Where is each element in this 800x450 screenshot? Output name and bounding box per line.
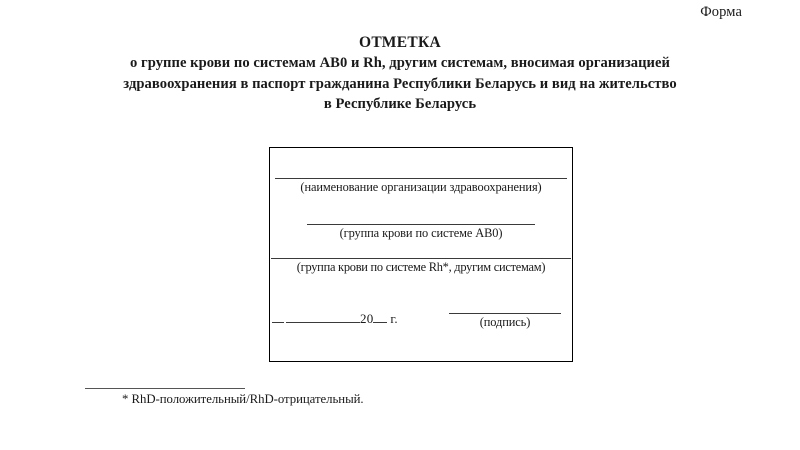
- date-year-suffix: г.: [390, 311, 398, 326]
- signature-field: [449, 313, 561, 331]
- footnote-text: * RhD-положительный/RhD-отрицательный.: [122, 392, 364, 406]
- organisation-caption: (наименование организации здравоохранения): [300, 180, 542, 194]
- date-month-blank[interactable]: [286, 322, 360, 323]
- rh-field: [270, 258, 572, 276]
- date-day-blank[interactable]: [272, 322, 284, 323]
- footnote: [85, 388, 505, 407]
- stamp-box: [269, 147, 573, 362]
- subtitle-line-1: о группе крови по системам АВ0 и Rh, другим системам, вносимая организацией: [130, 55, 670, 72]
- ab0-field: [270, 224, 572, 242]
- document-subtitle: [0, 53, 800, 113]
- subtitle-line-2: здравоохранения в паспорт гражданина Республики Беларусь и вид на жительство: [123, 75, 677, 92]
- rh-caption: (группа крови по системе Rh*, другим системам): [296, 260, 546, 274]
- document-title-block: [0, 32, 800, 114]
- date-year-prefix: 20: [360, 311, 374, 326]
- ab0-caption: (группа крови по системе АВ0): [339, 226, 503, 240]
- organisation-field: [270, 178, 572, 196]
- stamp-box-inner: [270, 148, 572, 361]
- signature-caption: (подпись): [479, 315, 531, 329]
- form-label: Форма: [700, 4, 742, 20]
- date-field: [272, 311, 398, 327]
- date-year-blank[interactable]: [373, 322, 387, 323]
- date-signature-row: [270, 311, 572, 357]
- subtitle-line-3: в Республике Беларусь: [323, 95, 477, 112]
- page-title: ОТМЕТКА: [358, 34, 442, 51]
